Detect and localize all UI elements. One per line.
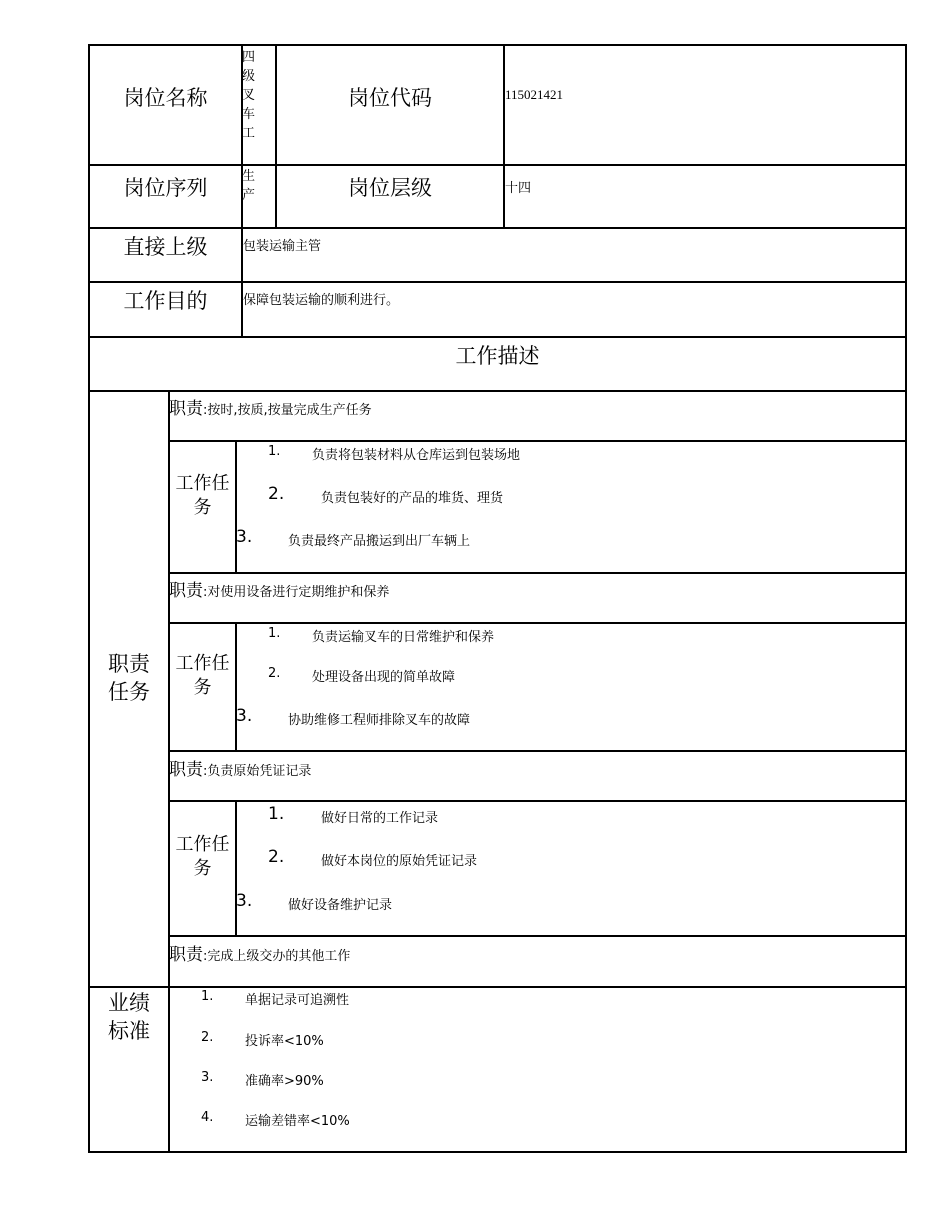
table-border-bottom [88, 1151, 907, 1153]
task-text: 负责运输叉车的日常维护和保养 [312, 630, 495, 645]
duty-row [169, 576, 389, 601]
task-text: 做好设备维护记录 [288, 898, 393, 913]
task-text: 负责最终产品搬运到出厂车辆上 [288, 534, 471, 549]
row-divider [168, 572, 907, 574]
row-divider [168, 622, 907, 624]
duties-label-line: 职责 [108, 652, 150, 676]
superior-value: 包装运输主管 [243, 239, 322, 254]
task-number: 3. [236, 527, 253, 547]
row-divider [88, 227, 907, 229]
task-label [170, 833, 235, 881]
performance-text: 投诉率<10% [245, 1034, 324, 1049]
duty-text: :按时,按质,按量完成生产任务 [203, 403, 372, 418]
task-label-line: 工作任 [175, 834, 230, 855]
position-level-value: 十四 [505, 181, 532, 196]
row-divider [88, 164, 907, 166]
task-label-line: 务 [193, 497, 212, 518]
performance-label [90, 989, 168, 1045]
position-series-value: 生产 [242, 169, 256, 203]
performance-number: 3. [201, 1070, 214, 1085]
purpose-value: 保障包装运输的顺利进行。 [243, 293, 400, 308]
duty-text: :对使用设备进行定期维护和保养 [203, 585, 390, 600]
performance-text: 单据记录可追溯性 [245, 993, 350, 1008]
duty-prefix: 职责 [169, 399, 203, 419]
task-label-line: 务 [193, 677, 212, 698]
task-label-line: 务 [193, 858, 212, 879]
purpose-label: 工作目的 [123, 289, 208, 313]
duty-prefix: 职责 [169, 760, 203, 780]
task-number: 3. [236, 891, 253, 911]
col-divider [235, 800, 237, 936]
task-number: 1. [268, 804, 285, 824]
col-divider [235, 440, 237, 573]
task-text: 协助维修工程师排除叉车的故障 [288, 713, 471, 728]
task-text: 负责将包装材料从仓库运到包装场地 [312, 448, 521, 463]
row-divider [168, 440, 907, 442]
duties-label-line: 任务 [108, 680, 150, 704]
row-divider [168, 750, 907, 752]
position-name-value: 四级叉车工 [242, 50, 256, 141]
duty-text: :完成上级交办的其他工作 [203, 949, 351, 964]
duties-label [90, 650, 168, 706]
performance-label-line: 标准 [108, 1019, 150, 1043]
row-divider [88, 986, 907, 988]
performance-text: 运输差错率<10% [245, 1114, 350, 1129]
task-label [170, 652, 235, 700]
task-text: 处理设备出现的简单故障 [312, 670, 456, 685]
task-label-line: 工作任 [175, 473, 230, 494]
duty-row [169, 394, 372, 419]
task-text: 负责包装好的产品的堆货、理货 [321, 491, 504, 506]
row-divider [168, 935, 907, 937]
task-label [170, 472, 235, 520]
position-code-value: 115021421 [505, 87, 564, 102]
performance-label-line: 业绩 [108, 991, 150, 1015]
position-series-label: 岗位序列 [123, 176, 208, 200]
section-title: 工作描述 [455, 344, 540, 368]
task-number: 1. [268, 444, 281, 459]
duty-row [169, 755, 311, 780]
performance-number: 4. [201, 1110, 214, 1125]
col-divider [235, 622, 237, 751]
task-text: 做好日常的工作记录 [321, 811, 439, 826]
table-border-top [88, 44, 907, 46]
task-number: 2. [268, 484, 285, 504]
row-divider [88, 336, 907, 338]
task-text: 做好本岗位的原始凭证记录 [321, 854, 478, 869]
duty-prefix: 职责 [169, 945, 203, 965]
duty-prefix: 职责 [169, 581, 203, 601]
row-divider [168, 800, 907, 802]
row-divider [88, 390, 907, 392]
superior-label: 直接上级 [123, 235, 208, 259]
row-divider [88, 281, 907, 283]
duty-row [169, 940, 350, 965]
task-number: 1. [268, 626, 281, 641]
position-name-label: 岗位名称 [123, 86, 208, 110]
task-number: 2. [268, 666, 281, 681]
performance-text: 准确率>90% [245, 1074, 324, 1089]
col-divider [503, 44, 505, 228]
task-number: 2. [268, 847, 285, 867]
position-code-label: 岗位代码 [348, 86, 432, 110]
position-level-label: 岗位层级 [348, 176, 432, 200]
performance-number: 2. [201, 1030, 214, 1045]
task-number: 3. [236, 706, 253, 726]
task-label-line: 工作任 [175, 653, 230, 674]
duty-text: :负责原始凭证记录 [203, 764, 312, 779]
performance-number: 1. [201, 989, 214, 1004]
